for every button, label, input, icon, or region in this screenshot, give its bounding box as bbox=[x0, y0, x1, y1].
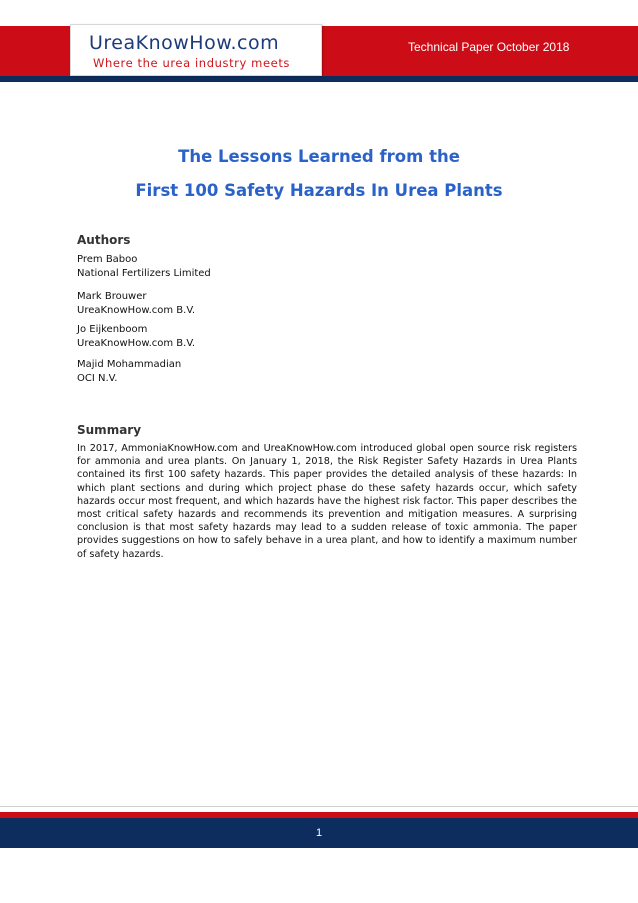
footer-divider bbox=[0, 806, 638, 807]
summary-paragraph: In 2017, AmmoniaKnowHow.com and UreaKnowHow.com introduced global open source risk registers for ammonia and urea plants. On January 1, 2018, the Risk Register Safety Hazards in Urea Plants contained its first 100 safety hazards. This paper provides the detailed analysis of these hazards: In which plant sections and during which project phase do these safety hazards occur, which safety hazards occur most frequent, and which hazards have the highest risk factor. This paper describes the most critical safety hazards and recommends its prevention and mitigation measures. A surprising conclusion is that most safety hazards may lead to a sudden release of toxic ammonia. The paper provides suggestions on how to safely behave in a urea plant, and how to identify a maximum number of safety hazards. bbox=[77, 443, 577, 560]
authors-heading: Authors bbox=[77, 233, 131, 247]
author-affiliation: OCI N.V. bbox=[77, 373, 118, 384]
author-affiliation: UreaKnowHow.com B.V. bbox=[77, 305, 196, 316]
author-entry bbox=[77, 323, 195, 351]
author-entry bbox=[77, 358, 181, 386]
header-navy-band bbox=[0, 76, 638, 82]
author-entry bbox=[77, 290, 195, 318]
header-paper-date: Technical Paper October 2018 bbox=[408, 40, 570, 54]
logo-name: UreaKnowHow.com bbox=[89, 32, 280, 54]
page-number: 1 bbox=[315, 827, 323, 839]
summary-heading: Summary bbox=[77, 423, 142, 437]
author-entry bbox=[77, 253, 211, 281]
author-name: Mark Brouwer bbox=[77, 291, 147, 302]
document-title-line-2: First 100 Safety Hazards In Urea Plants bbox=[135, 181, 503, 200]
author-name: Prem Baboo bbox=[77, 254, 138, 265]
logo bbox=[70, 24, 322, 76]
document-title-line-1: The Lessons Learned from the bbox=[178, 147, 460, 166]
author-name: Jo Eijkenboom bbox=[77, 324, 148, 335]
author-affiliation: UreaKnowHow.com B.V. bbox=[77, 338, 196, 349]
logo-tagline: Where the urea industry meets bbox=[93, 56, 291, 70]
author-name: Majid Mohammadian bbox=[77, 359, 182, 370]
author-affiliation: National Fertilizers Limited bbox=[77, 268, 211, 279]
